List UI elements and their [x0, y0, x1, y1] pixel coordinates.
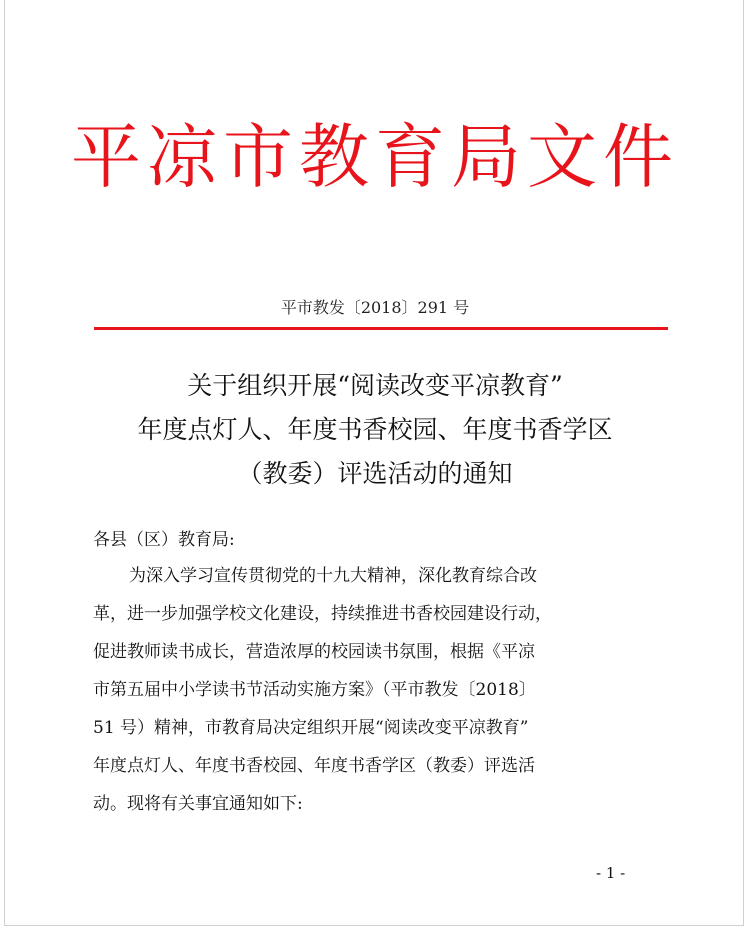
- body-line: 市第五届中小学读书节活动实施方案》（平市教发〔2018〕: [93, 680, 536, 700]
- document-header-title: 平凉市教育局文件: [71, 116, 679, 198]
- salutation: 各县（区）教育局:: [93, 530, 235, 550]
- body-line: 动。现将有关事宜通知如下:: [93, 794, 303, 814]
- body-line: 革，进一步加强学校文化建设，持续推进书香校园建设行动，: [93, 604, 552, 624]
- page-number: - 1 -: [596, 864, 626, 882]
- red-divider-line: [94, 327, 668, 330]
- notice-title-line: 年度点灯人、年度书香校园、年度书香学区: [137, 415, 613, 444]
- body-line: 51 号）精神，市教育局决定组织开展“阅读改变平凉教育”: [93, 718, 529, 738]
- notice-title-line: 关于组织开展“阅读改变平凉教育”: [187, 371, 563, 400]
- body-line: 为深入学习宣传贯彻党的十九大精神，深化教育综合改: [129, 566, 537, 586]
- body-paragraph: [93, 557, 663, 823]
- document-number: 平市教发〔2018〕291 号: [280, 298, 470, 317]
- body-line: 促进教师读书成长，营造浓厚的校园读书氛围，根据《平凉: [93, 642, 535, 662]
- notice-title-line: （教委）评选活动的通知: [237, 459, 513, 488]
- body-line: 年度点灯人、年度书香校园、年度书香学区（教委）评选活: [93, 756, 535, 776]
- notice-title: [60, 364, 690, 496]
